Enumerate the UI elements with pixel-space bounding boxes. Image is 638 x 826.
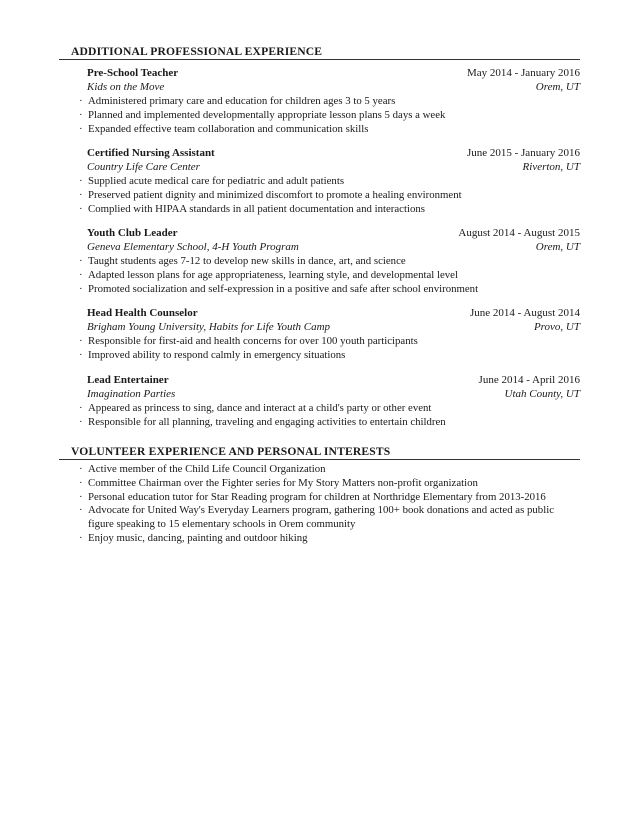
bullet-item: · Administered primary care and education for children ages 3 to 5 years [79,95,396,107]
bullet-item: · Adapted lesson plans for age appropriateness, learning style, and developmental level [79,268,458,281]
bullet-item: · Complied with HIPAA standards in all patient documentation and interactions [79,202,425,215]
volunteer-section [59,444,580,460]
bullet-item: · Expanded effective team collaboration and communication skills [79,122,369,135]
location: Provo, UT [533,321,580,333]
bullet-list [79,175,580,216]
bullet-item: · Enjoy music, dancing, painting and outdoor hiking [79,531,308,544]
organization: Country Life Care Center [87,161,200,173]
bullet-item: · Taught students ages 7-12 to develop new skills in dance, art, and science [79,255,406,267]
bullet-item: · Advocate for United Way's Everyday Learners program, gathering 100+ book donations and acted as public figure speaking to 15 elementary schools in Orem community [79,504,554,531]
bullet-list [79,95,580,136]
bullet-item: · Preserved patient dignity and minimized discomfort to promote a healing environment [79,188,462,201]
bullet-list [79,402,580,430]
section-heading: ADDITIONAL PROFESSIONAL EXPERIENCE [59,44,580,60]
bullet-item: · Appeared as princess to sing, dance and interact at a child's party or other event [79,402,432,414]
job-dates: June 2015 - January 2016 [466,147,580,159]
job-dates: May 2014 - January 2016 [466,67,580,79]
bullet-item: · Improved ability to respond calmly in emergency situations [79,348,346,361]
bullet-item: · Supplied acute medical care for pediatric and adult patients [79,175,345,187]
job-dates: June 2014 - August 2014 [470,307,580,319]
experience-entry [87,66,580,94]
experience-entry [87,373,580,401]
bullet-item: · Planned and implemented developmentally appropriate lesson plans 5 days a week [79,108,446,121]
experience-entry [87,146,580,174]
bullet-list [79,255,580,296]
job-dates: June 2014 - April 2016 [478,374,580,386]
bullet-item: · Active member of the Child Life Council Organization [79,463,326,475]
experience-entry [87,226,580,254]
bullet-list [79,463,580,546]
bullet-item: · Responsible for all planning, traveling and engaging activities to entertain children [79,415,446,428]
location: Utah County, UT [504,388,580,400]
job-title: Lead Entertainer [87,374,169,386]
bullet-item: · Promoted socialization and self-expression in a positive and safe after school environment [79,282,479,295]
location: Orem, UT [535,81,580,93]
section-heading: VOLUNTEER EXPERIENCE AND PERSONAL INTERESTS [59,444,580,460]
organization: Imagination Parties [87,388,176,400]
bullet-list [79,335,580,363]
organization: Geneva Elementary School, 4-H Youth Program [87,241,299,253]
experience-entry [87,306,580,334]
location: Orem, UT [535,241,580,253]
bullet-item: · Committee Chairman over the Fighter series for My Story Matters non-profit organization [79,476,478,489]
additional-experience-section [59,44,580,60]
organization: Kids on the Move [87,81,165,93]
bullet-item: · Personal education tutor for Star Reading program for children at Northridge Elementary from 2013-2016 [79,490,546,503]
bullet-item: · Responsible for first-aid and health concerns for over 100 youth participants [79,335,418,347]
job-title: Pre-School Teacher [87,67,179,79]
job-title: Certified Nursing Assistant [87,147,215,159]
job-title: Youth Club Leader [87,227,178,239]
job-title: Head Health Counselor [87,307,198,319]
job-dates: August 2014 - August 2015 [458,227,580,239]
organization: Brigham Young University, Habits for Life Youth Camp [87,321,331,333]
location: Riverton, UT [522,161,580,173]
